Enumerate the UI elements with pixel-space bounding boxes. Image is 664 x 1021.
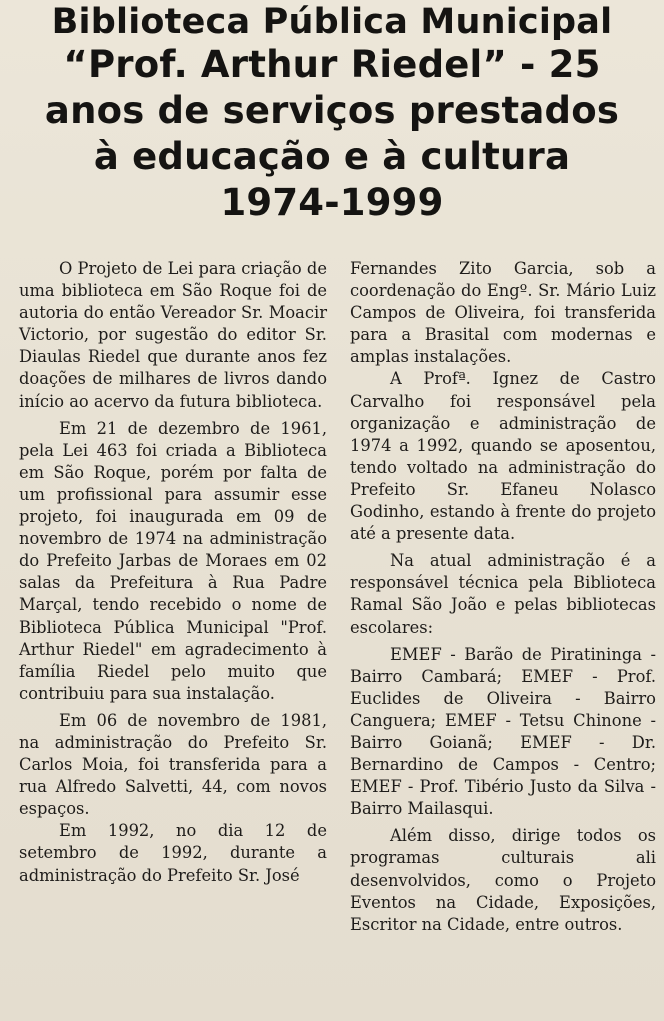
paragraph-current-admin: Na atual administração é a responsável técnica pela Biblioteca Ramal São João e pelas bibliotecas escolares: xyxy=(350,551,656,637)
headline-line-4: à educação e à cultura xyxy=(93,135,571,178)
paragraph-creation-1961: Em 21 de dezembro de 1961, pela Lei 463 foi criada a Biblioteca em São Roque, porém por falta de um profissional para assumir esse projeto, foi inaugurada em 09 de novembro de 1974 na administração do Prefeito Jarbas de Moraes em 02 salas da Prefeitura à Rua Padre Marçal, tendo recebido o nome de Biblioteca Pública Municipal "Prof. Arthur Riedel" em agradecimento à família Riedel pelo muito que contribuiu para sua instalação. xyxy=(19,418,327,703)
paragraph-ignez: A Profª. Ignez de Castro Carvalho foi responsável pela organização e administração de 1974 a 1992, quando se aposentou, tendo voltado na administração do Prefeito Sr. Efaneu Nolasco Godinho, estando à frente do projeto até a presente data. xyxy=(350,369,656,544)
paragraph-transfer-1992: Em 1992, no dia 12 de setembro de 1992, durante a administração do Prefeito Sr. José xyxy=(19,821,327,885)
paragraph-brasital: Fernandes Zito Garcia, sob a coordenação do Engº. Sr. Mário Luiz Campos de Oliveira, foi transferida para a Brasital com modernas e amplas instalações. xyxy=(350,259,656,367)
paragraph-project-law: O Projeto de Lei para criação de uma biblioteca em São Roque foi de autoria do então Vereador Sr. Moacir Victorio, por sugestão do editor Sr. Diaulas Riedel que durante anos fez doações de milhares de livros dando início ao acervo da futura biblioteca. xyxy=(19,259,327,411)
paragraph-transfer-1981: Em 06 de novembro de 1981, na administração do Prefeito Sr. Carlos Moia, foi transferida para a rua Alfredo Salvetti, 44, com novos espaços. xyxy=(19,710,327,819)
headline-line-2: “Prof. Arthur Riedel” - 25 xyxy=(63,43,601,86)
paragraph-cultural-programs: Além disso, dirige todos os programas culturais ali desenvolvidos, como o Projeto Eventos na Cidade, Exposições, Escritor na Cidade, entre outros. xyxy=(350,826,656,934)
article-headline xyxy=(0,0,664,226)
article-column-right xyxy=(350,258,656,936)
headline-line-1: Biblioteca Pública Municipal xyxy=(51,2,613,42)
paragraph-school-libraries: EMEF - Barão de Piratininga - Bairro Cambará; EMEF - Prof. Euclides de Oliveira - Bairro Canguera; EMEF - Tetsu Chinone - Bairro Goianã; EMEF - Dr. Bernardino de Campos - Centro; EMEF - Prof. Tibério Justo da Silva -Bairro Mailasqui. xyxy=(350,644,656,819)
article-column-left xyxy=(19,258,327,887)
headline-line-3: anos de serviços prestados xyxy=(44,89,620,132)
headline-line-5: 1974-1999 xyxy=(220,181,444,224)
